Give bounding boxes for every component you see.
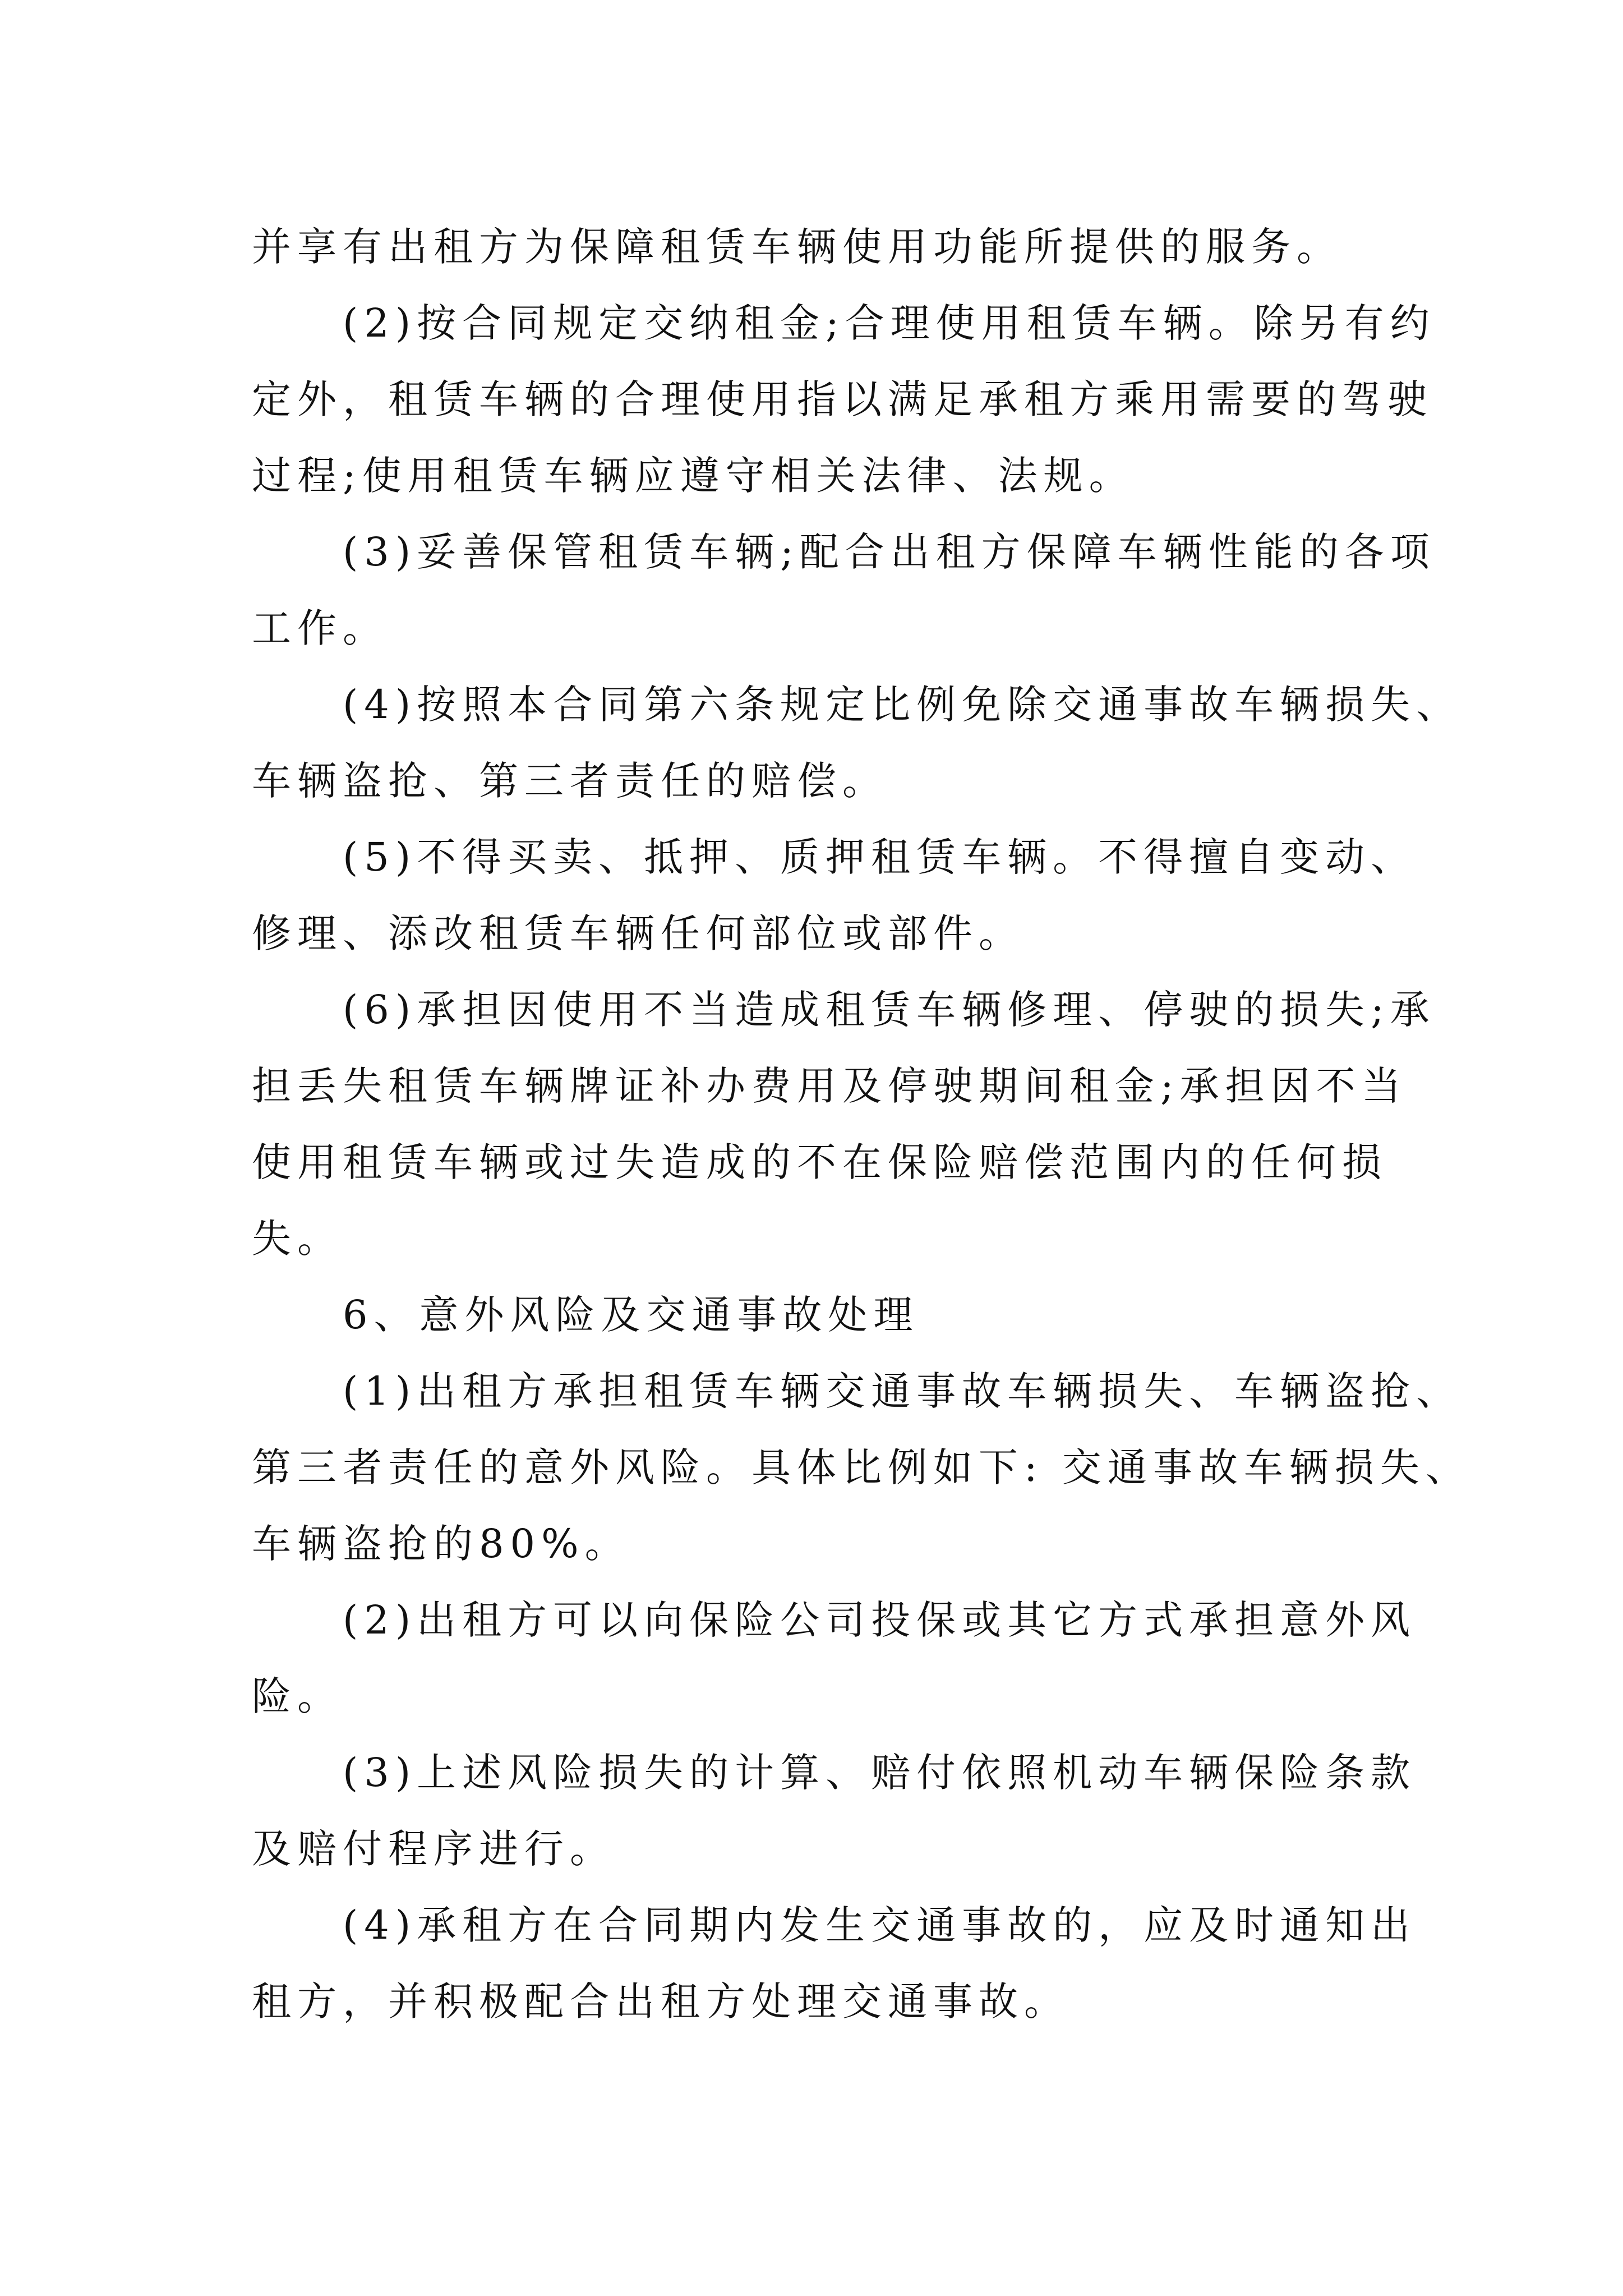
paragraph-clause-4: [252, 666, 1462, 819]
text-line: (6)承担因使用不当造成租赁车辆修理、停驶的损失;承: [343, 987, 1436, 1033]
text-line: (4)按照本合同第六条规定比例免除交通事故车辆损失、: [343, 682, 1462, 728]
text-line: 工作。: [252, 605, 388, 651]
document-body: [252, 209, 1471, 2040]
text-line: 定外，租赁车辆的合理使用指以满足承租方乘用需要的驾驶: [252, 376, 1433, 422]
paragraph-risk-1: [252, 1353, 1471, 1582]
text-line: 修理、添改租赁车辆任何部位或部件。: [252, 910, 1024, 956]
text-line: 并享有出租方为保障租赁车辆使用功能所提供的服务。: [252, 224, 1342, 270]
text-line: 租方，并积极配合出租方处理交通事故。: [252, 1978, 1069, 2024]
text-line: (3)上述风险损失的计算、赔付依照机动车辆保险条款: [343, 1750, 1417, 1796]
text-line: 失。: [252, 1216, 343, 1262]
text-line: (2)出租方可以向保险公司投保或其它方式承担意外风: [343, 1597, 1417, 1643]
paragraph-risk-4: [252, 1887, 1417, 2040]
paragraph-continuation: [252, 209, 1373, 285]
text-line: 车辆盗抢、第三者责任的赔偿。: [252, 758, 888, 804]
text-line: (3)妥善保管租赁车辆;配合出租方保障车辆性能的各项: [343, 529, 1436, 575]
section-heading-text: 6、意外风险及交通事故处理: [343, 1292, 919, 1338]
paragraph-clause-3: [252, 514, 1436, 666]
text-line: 担丢失租赁车辆牌证补办费用及停驶期间租金;承担因不当: [252, 1063, 1407, 1109]
paragraph-risk-3: [252, 1734, 1417, 1887]
text-line: 险。: [252, 1673, 343, 1719]
paragraph-clause-5: [252, 819, 1417, 972]
text-line: 第三者责任的意外风险。具体比例如下: 交通事故车辆损失、: [252, 1444, 1471, 1490]
text-line: 过程;使用租赁车辆应遵守相关法律、法规。: [252, 453, 1135, 499]
text-line: 使用租赁车辆或过失造成的不在保险赔偿范围内的任何损: [252, 1139, 1387, 1185]
paragraph-risk-2: [252, 1582, 1417, 1734]
paragraph-clause-2: [252, 285, 1436, 514]
text-line: (4)承租方在合同期内发生交通事故的，应及时通知出: [343, 1902, 1417, 1948]
text-line: (1)出租方承担租赁车辆交通事故车辆损失、车辆盗抢、: [343, 1368, 1462, 1414]
text-line: (5)不得买卖、抵押、质押租赁车辆。不得擅自变动、: [343, 834, 1417, 880]
text-line: 及赔付程序进行。: [252, 1826, 615, 1872]
paragraph-clause-6: [252, 972, 1436, 1277]
section-heading: [252, 1277, 1373, 1353]
text-line: (2)按合同规定交纳租金;合理使用租赁车辆。除另有约: [343, 300, 1436, 346]
text-line: 车辆盗抢的80%。: [252, 1521, 630, 1567]
